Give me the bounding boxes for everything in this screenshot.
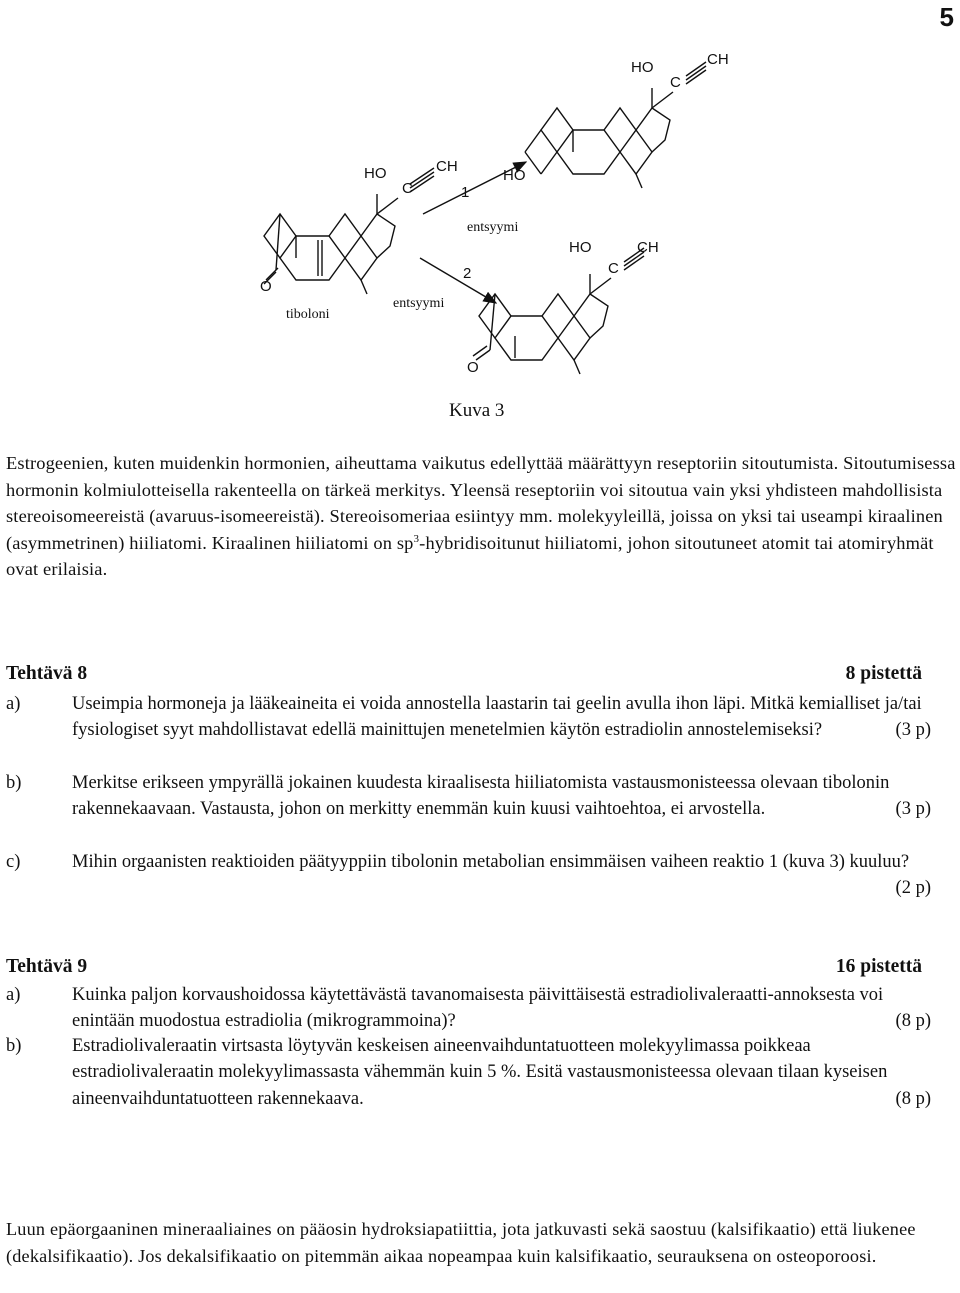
enzyme-label-2: entsyymi	[393, 296, 445, 311]
product-2-c-label: C	[608, 260, 619, 277]
product-1-ho-label: HO	[503, 167, 526, 184]
tibolone-c-label: C	[402, 180, 413, 197]
task-8-item-c	[6, 849, 931, 902]
arrow-1-number: 1	[461, 184, 470, 201]
item-score: (2 p)	[895, 878, 931, 899]
task-8-points: 8 pistettä	[845, 663, 922, 684]
item-score: (8 p)	[895, 1088, 931, 1109]
product-2-o-label: O	[467, 359, 479, 376]
item-score: (8 p)	[895, 1011, 931, 1032]
intro-paragraph	[6, 450, 956, 583]
item-label: b)	[6, 773, 22, 793]
task-9-item-a	[6, 982, 931, 1035]
intro-text-part-2: -hybridisoitunut hiiliatomi, johon sitoutuneet atomit tai atomiryhmät ovat erilaisia.	[6, 532, 934, 579]
enzyme-label-1: entsyymi	[467, 220, 519, 235]
item-text: Mihin orgaanisten reaktioiden päätyyppiin tibolonin metabolian ensimmäisen vaiheen reaktio 1 (kuva 3) kuuluu?	[72, 852, 910, 872]
item-text: Estradiolivaleraatin virtsasta löytyvän keskeisen aineenvaihduntatuotteen molekyylimassa poikkeaa estradiolivaleraatin molekyylimassasta vähemmän kuin 5 %. Esitä vastausmonisteessa olevaan tilaan kyseisen aineenvaihduntatuotteen rakennekaava.	[72, 1036, 888, 1109]
item-text: Kuinka paljon korvaushoidossa käytettävästä tavanomaisesta päivittäisestä estradiolivaleraatti-annoksesta voi enintään muodostua estradiolia (mikrogrammoina)?	[72, 985, 884, 1032]
tibolone-name-label: tiboloni	[286, 307, 330, 322]
item-score: (3 p)	[895, 799, 931, 820]
product-1-c-label: C	[670, 74, 681, 91]
task-8-title: Tehtävä 8	[6, 663, 88, 684]
item-label: a)	[6, 985, 21, 1005]
tibolone-o-label: O	[260, 278, 272, 295]
item-label: c)	[6, 852, 21, 872]
task-9-points: 16 pistettä	[835, 956, 922, 977]
tibolone-ch-label: CH	[436, 158, 458, 175]
item-label: a)	[6, 694, 21, 714]
task-9-title: Tehtävä 9	[6, 956, 88, 977]
item-label: b)	[6, 1036, 22, 1056]
intro-text-part-1: Estrogeenien, kuten muidenkin hormonien, aiheuttama vaikutus edellyttää määrättyyn reseptoriin sitoutumista. Sitoutumisessa hormonin kolmiulotteisella rakenteella on tärkeä merkitys. Yleensä reseptoriin voi sitoutua vain yksi yhdisteen mahdollisista stereoisomeereistä (avaruus-isomeereistä). Stereoisomeriaa esiintyy mm. molekyyleillä, joissa on yksi tai useampi kiraalinen (asymmetrinen) hiiliatomi. Kiraalinen hiiliatomi on sp	[6, 453, 956, 553]
reaction-scheme-figure	[0, 0, 960, 400]
product-2-oh-label: HO	[569, 239, 592, 256]
osteoporosis-note: Luun epäorgaaninen mineraaliaines on pääosin hydroksiapatiittia, jota jatkuvasti sekä saostuu (kalsifikaatio) että liukenee (dekalsifikaatio). Jos dekalsifikaatio on pitemmän aikaa nopeampaa kuin kalsifikaatio, seurauksena on osteoporoosi.	[6, 1219, 916, 1266]
task-8-item-a	[6, 691, 931, 744]
task-9-heading	[6, 956, 922, 978]
item-text: Useimpia hormoneja ja lääkeaineita ei voida annostella laastarin tai geelin avulla ihon läpi. Mitkä kemialliset ja/tai fysiologiset syyt mahdollistavat edellä mainittujen menetelmien käytön estradiolin annostelemiseksi?	[72, 694, 922, 741]
task-8-heading	[6, 663, 922, 685]
task-8-item-b	[6, 770, 931, 823]
item-score: (3 p)	[895, 720, 931, 741]
item-text: Merkitse erikseen ympyrällä jokainen kuudesta kiraalisesta hiiliatomista vastausmonisteessa olevaan tibolonin rakennekaavaan. Vastausta, johon on merkitty enemmän kuin kuusi vaihtoehtoa, ei arvostella.	[72, 773, 890, 820]
product-2-ch-label: CH	[637, 239, 659, 256]
product-1-ch-label: CH	[707, 51, 729, 68]
page-number: 5	[939, 2, 954, 32]
task-9-item-b	[6, 1033, 931, 1112]
product-1-oh-label: HO	[631, 59, 654, 76]
figure-caption: Kuva 3	[449, 400, 505, 421]
tibolone-oh-label: HO	[364, 165, 387, 182]
intro-superscript: 3	[413, 532, 420, 545]
arrow-2-number: 2	[463, 265, 472, 282]
